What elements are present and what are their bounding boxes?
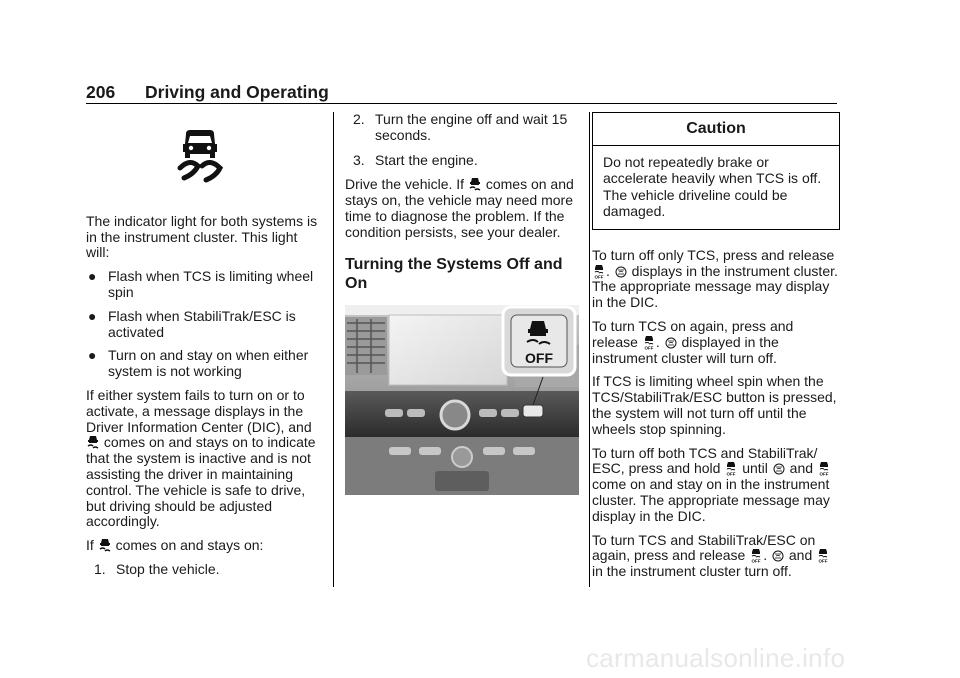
tcs-on-paragraph bbox=[592, 319, 840, 366]
bullet-text: Turn on and stay on when either system is not working bbox=[108, 347, 309, 380]
section-heading: Turning the Systems Off and On bbox=[345, 255, 563, 292]
page-number: 206 bbox=[86, 82, 116, 102]
step-text: Start the engine. bbox=[375, 151, 478, 168]
if-on-paragraph bbox=[86, 538, 322, 554]
traction-control-car-icon bbox=[170, 128, 230, 188]
center-console-illustration bbox=[345, 305, 579, 495]
bullet-dot: ● bbox=[88, 347, 97, 364]
traction-control-icon-figure bbox=[78, 128, 322, 192]
step-number: 1. bbox=[94, 560, 106, 577]
svg-text:OFF: OFF bbox=[726, 471, 736, 477]
tcs-off-button-icon bbox=[593, 264, 605, 279]
p4-text-c: and bbox=[789, 460, 814, 477]
p5-text-b: and bbox=[788, 547, 813, 564]
p4-text-b: until bbox=[742, 460, 768, 477]
drive-text-b: comes on and stays on, the vehicle may need more time to diagnose the problem. If the condition persists, see your dealer. bbox=[345, 176, 574, 240]
bullet-text: Flash when TCS is limiting wheel spin bbox=[108, 268, 314, 300]
wheel-spin-paragraph: If TCS is limiting wheel spin when the TCS/StabiliTrak/ESC button is pressed, the system will not turn off until the wheels stop spinning. bbox=[592, 373, 837, 437]
traction-control-icon bbox=[469, 177, 481, 192]
svg-text:OFF: OFF bbox=[644, 345, 654, 350]
tcs-off-indicator-icon bbox=[665, 337, 677, 349]
step-item bbox=[86, 562, 322, 578]
both-off-paragraph bbox=[592, 446, 840, 525]
period: . bbox=[606, 262, 610, 279]
period: . bbox=[655, 333, 660, 350]
column-1 bbox=[86, 118, 322, 587]
if-text-a: If bbox=[86, 537, 94, 554]
p4-text-d: come on and stay on in the instrument cluster. The appropriate message may display in the DIC. bbox=[592, 476, 830, 524]
p5-text-c: in the instrument cluster turn off. bbox=[592, 563, 792, 580]
step-text: Stop the vehicle. bbox=[116, 560, 220, 577]
step-item bbox=[345, 153, 579, 169]
column-2 bbox=[345, 112, 579, 495]
bullet-dot: ● bbox=[88, 268, 97, 285]
period: . bbox=[763, 547, 768, 564]
bullet-item bbox=[86, 348, 322, 380]
p1-text-a: To turn off only TCS, press and release bbox=[592, 246, 835, 263]
header-rule bbox=[86, 103, 837, 104]
tcs-off-paragraph bbox=[592, 248, 840, 311]
bullet-item bbox=[86, 269, 322, 301]
indicator-intro: The indicator light for both systems is in the instrument cluster. This light will: bbox=[86, 212, 318, 261]
bullet-item bbox=[86, 309, 322, 341]
tcs-off-button-icon bbox=[643, 335, 655, 350]
svg-text:OFF: OFF bbox=[594, 274, 604, 279]
p2-text-a: To turn TCS on again, press and release bbox=[592, 317, 794, 350]
p5-text-a: To turn TCS and StabiliTrak/ESC on again, press and release bbox=[592, 531, 816, 564]
tcs-off-button-icon bbox=[725, 461, 737, 476]
failure-paragraph bbox=[86, 388, 322, 530]
svg-text:OFF: OFF bbox=[818, 558, 828, 564]
dashboard-figure bbox=[345, 305, 579, 495]
column-divider-1 bbox=[333, 112, 334, 587]
svg-text:OFF: OFF bbox=[751, 558, 761, 564]
step-item bbox=[345, 112, 579, 144]
stabilitrak-off-icon bbox=[818, 461, 830, 476]
failure-text-a: If either system fails to turn on or to activate, a message displays in the Driver Information Center (DIC), and bbox=[86, 386, 312, 435]
caution-title: Caution bbox=[593, 113, 839, 146]
p1-text-b: displays in the instrument cluster. The appropriate message may display in the DIC. bbox=[592, 262, 838, 311]
failure-text-b: comes on and stays on to indicate that the system is inactive and is not assisting the driver in maintaining control. The vehicle is safe to drive, but driving should be adjusted accordingly. bbox=[86, 434, 316, 530]
stabilitrak-off-icon bbox=[817, 548, 829, 563]
tcs-off-indicator-icon bbox=[773, 463, 785, 475]
watermark: carmanualsonline.info bbox=[586, 643, 846, 673]
bullet-text: Flash when StabiliTrak/ESC is activated bbox=[108, 307, 296, 340]
p2-text-b: displayed in the instrument cluster will turn off. bbox=[592, 333, 779, 366]
drive-paragraph bbox=[345, 177, 579, 240]
caution-body: Do not repeatedly brake or accelerate heavily when TCS is off. The vehicle driveline could be damaged. bbox=[603, 153, 822, 220]
step-number: 2. bbox=[353, 111, 365, 127]
button-off-label: OFF bbox=[525, 349, 553, 366]
bullet-dot: ● bbox=[88, 307, 97, 324]
tcs-off-indicator-icon bbox=[772, 550, 784, 562]
column-divider-2 bbox=[589, 112, 590, 587]
step-number: 3. bbox=[353, 151, 365, 168]
svg-text:OFF: OFF bbox=[819, 471, 829, 477]
drive-text-a: Drive the vehicle. If bbox=[345, 176, 465, 193]
traction-control-icon bbox=[87, 435, 99, 450]
column-3 bbox=[592, 112, 840, 588]
tcs-off-indicator-icon bbox=[615, 266, 627, 278]
if-text-b: comes on and stays on: bbox=[115, 537, 264, 554]
both-on-paragraph bbox=[592, 533, 840, 580]
traction-control-icon bbox=[99, 538, 111, 553]
caution-box bbox=[592, 112, 840, 230]
tcs-off-button-icon bbox=[750, 548, 762, 563]
section-title: Driving and Operating bbox=[145, 82, 329, 102]
step-text: Turn the engine off and wait 15 seconds. bbox=[375, 111, 568, 143]
p4-text-a: To turn off both TCS and StabiliTrak/ ESC, press and hold bbox=[592, 444, 818, 477]
